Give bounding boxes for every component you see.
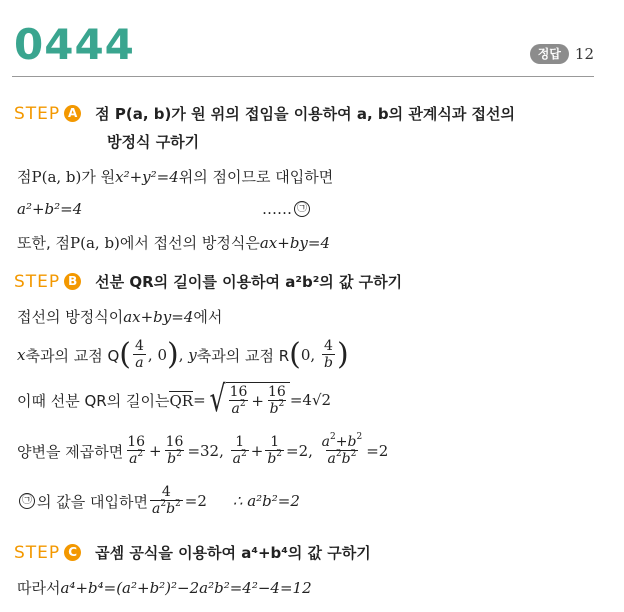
line-substitute xyxy=(17,166,333,187)
circled-label: ㉠ xyxy=(294,201,310,217)
problem-number: 0444 xyxy=(14,20,135,69)
text: 가 원 xyxy=(81,168,116,186)
step-b-heading xyxy=(14,271,402,292)
header-divider xyxy=(12,76,594,77)
line-intercepts: x 축과의 교점 Q ( $\frac{4}{a}$ , 0 ) , y 축과의 교점 R ( 0, $\frac{4}{b}$ ) xyxy=(17,337,349,372)
fraction: $\frac{4}{b}$ xyxy=(323,338,333,371)
text: 접선의 방정식이 xyxy=(17,308,124,326)
sqrt-expression: √ $\frac{16}{a^2}$ + $\frac{16}{b^2}$ xyxy=(206,382,290,418)
relation-equation: a²+b²=4 xyxy=(17,200,83,218)
line-tangent xyxy=(17,232,330,253)
point-p: P(a, b) xyxy=(70,233,120,252)
x-var: x xyxy=(17,346,26,364)
text: 양변을 제곱하면 xyxy=(17,442,124,461)
step-a-title-line2-wrap xyxy=(107,131,199,152)
line-length: 이때 선분 QR의 길이는 QR = √ $\frac{16}{a^2}$ + $\frac{16}{b^2}$ =4√2 xyxy=(17,379,332,420)
text: 의 값을 대입하면 xyxy=(37,492,148,511)
step-c-heading xyxy=(14,542,371,563)
dots: …… xyxy=(262,200,292,218)
text: 또한, 점 xyxy=(17,234,71,252)
step-a-title-line2: 방정식 구하기 xyxy=(107,133,200,151)
point-p: P(a, b) xyxy=(31,167,82,186)
circle-equation: x²+y²=4 xyxy=(115,167,179,186)
text: 이때 선분 QR의 길이는 xyxy=(17,391,170,410)
step-label: STEP xyxy=(14,103,61,124)
line-tangent-2 xyxy=(17,306,222,327)
text: 점 xyxy=(17,168,32,186)
text: 축과의 교점 R xyxy=(196,346,290,365)
step-b-title: 선분 QR의 길이를 이용하여 a²b²의 값 구하기 xyxy=(95,273,403,291)
text: 위의 점이므로 대입하면 xyxy=(178,168,334,186)
step-a-title-line1: 점 P(a, b)가 원 위의 접임을 이용하여 a, b의 관계식과 접선의 xyxy=(95,105,516,123)
answer-value: 12 xyxy=(574,45,594,63)
therefore-result: ∴ a²b²=2 xyxy=(232,492,300,510)
line-relation-marker xyxy=(262,200,312,218)
step-letter-badge: A xyxy=(64,105,81,122)
answer-badge: 정답 xyxy=(530,44,569,64)
segment-qr: QR xyxy=(169,391,194,410)
step-c-title: 곱셈 공식을 이용하여 a⁴+b⁴의 값 구하기 xyxy=(95,544,371,562)
text: 에서 접선의 방정식은 xyxy=(119,234,260,252)
length-result: =4√2 xyxy=(289,391,332,409)
text: 에서 xyxy=(193,308,223,326)
y-var: y xyxy=(188,346,197,364)
tangent-equation: ax+by=4 xyxy=(259,233,331,252)
step-a-heading xyxy=(14,103,515,124)
circled-label: ㉠ xyxy=(19,493,35,509)
answer-area xyxy=(530,44,594,64)
text: =2 xyxy=(184,492,207,510)
step-letter-badge: B xyxy=(64,273,81,290)
step-letter-badge: C xyxy=(64,544,81,561)
fraction: $\frac{4}{a}$ xyxy=(134,338,144,371)
text: 축과의 교점 Q xyxy=(25,346,120,365)
text: 따라서 xyxy=(17,579,61,597)
line-square: 양변을 제곱하면 $\frac{16}{a^2}$ + $\frac{16}{b^2}$ =32, $\frac{1}{a^2}$ + $\frac{1}{b^2}$ =2, $\frac{a^2+b^2}{a^2b^2}$ =2 xyxy=(17,432,389,467)
tangent-equation: ax+by=4 xyxy=(123,307,194,326)
step-label: STEP xyxy=(14,542,61,563)
final-equation: a⁴+b⁴=(a²+b²)²−2a²b²=4²−4=12 xyxy=(60,578,312,597)
line-final xyxy=(17,577,312,598)
line-relation xyxy=(17,200,82,218)
line-substitute-2: ㉠ 의 값을 대입하면 $\frac{4}{a^2b^2}$ =2 ∴ a²b²=2 xyxy=(17,484,300,518)
step-label: STEP xyxy=(14,271,61,292)
